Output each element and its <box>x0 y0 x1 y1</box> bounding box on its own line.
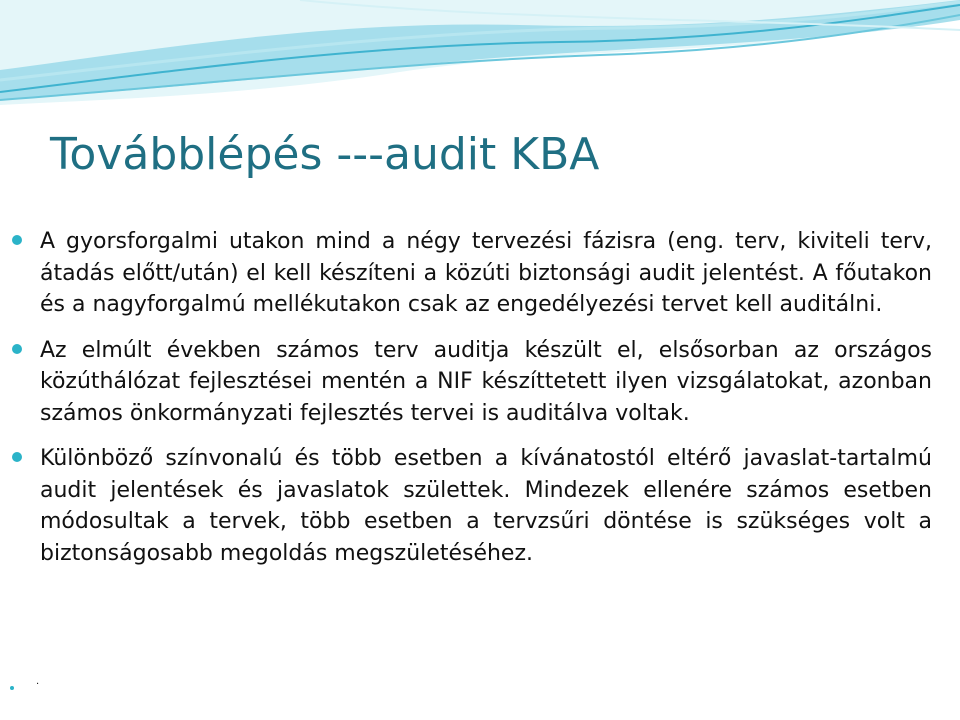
bullet-item <box>40 226 932 321</box>
small-bullet-dot-icon <box>10 686 14 690</box>
trailing-text: . <box>36 676 40 687</box>
bullet-dot-icon <box>12 235 22 245</box>
header-wave-decoration <box>0 0 960 120</box>
slide-title: Továbblépés ---audit KBA <box>50 129 600 180</box>
bullet-item <box>40 443 932 569</box>
bullet-item <box>40 335 932 430</box>
bullet-text: A gyorsforgalmi utakon mind a négy tervezési fázisra (eng. terv, kiviteli terv, átadás előtt/után) el kell készíteni a közúti biztonsági audit jelentést. A főutakon és a nagyforgalmú mellékutakon csak az engedélyezési tervet kell auditálni. <box>40 229 932 317</box>
bullet-dot-icon <box>12 344 22 354</box>
bullet-text: Különböző színvonalú és több esetben a kívánatostól eltérő javaslat-tartalmú audit jelentések és javaslatok születtek. Mindezek ellenére számos esetben módosultak a tervek, több esetben a tervzsűri döntése is szükséges volt a biztonságosabb megoldás megszületéséhez. <box>40 446 932 566</box>
bullet-text: Az elmúlt években számos terv auditja készült el, elsősorban az országos közúthálózat fejlesztései mentén a NIF készíttetett ilyen vizsgálatokat, azonban számos önkormányzati fejlesztés tervei is auditálva voltak. <box>40 337 932 426</box>
bullet-list <box>40 226 932 583</box>
bullet-dot-icon <box>12 452 22 462</box>
